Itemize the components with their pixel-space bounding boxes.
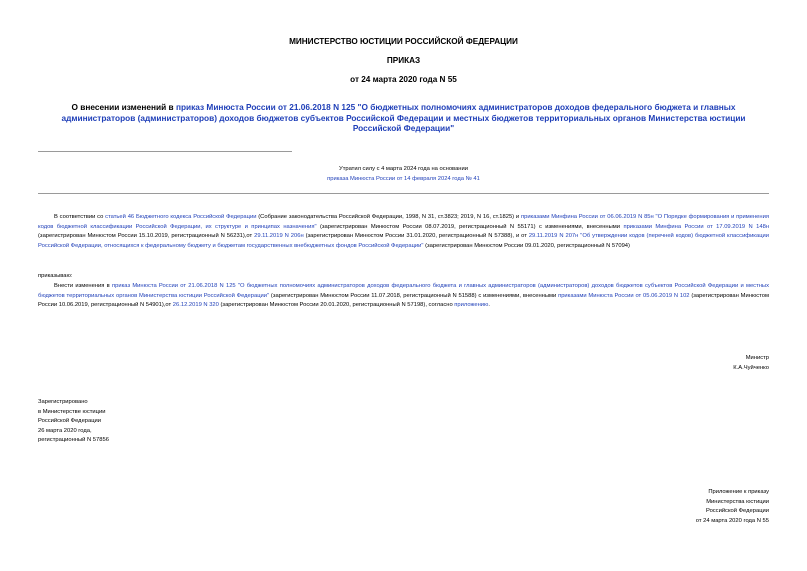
text: .	[488, 302, 491, 309]
minfin-order-206n-link[interactable]: 29.11.2019 N 206н	[254, 233, 304, 240]
title-prefix: О внесении изменений в	[71, 102, 176, 112]
registration-line: Зарегистрировано	[38, 399, 88, 405]
appendix-line: от 24 марта 2020 года N 55	[695, 517, 769, 524]
text: (зарегистрирован Минюстом России 31.01.2020, регистрационный N 57388), и от	[303, 233, 529, 240]
document-date-number: от 24 марта 2020 года N 55	[350, 75, 457, 84]
minjust-order-102-link[interactable]: приказами Минюста России от 05.06.2019 N 102	[558, 292, 690, 299]
text: (зарегистрирован Минюстом России 09.01.2020, регистрационный N 57094)	[423, 242, 630, 249]
signature-name: К.А.Чуйченко	[733, 364, 769, 371]
appendix-note	[569, 488, 769, 526]
minfin-order-207n-link[interactable]: 29.11.2019 N 207н "Об утверждении кодов (перечней кодов) бюджетной классификации Российской Федерации, относящихся к федеральному бюджету и бюджетам государственных внебюджетных фондов Российской Федерации"	[38, 233, 769, 249]
minjust-order-320-link[interactable]: 26.12.2019 N 320	[172, 302, 219, 309]
text: (Собрание законодательства Российской Федерации, 1998, N 31, ст.3823; 2019, N 16, ст.1825) и	[256, 214, 521, 220]
status-note-link[interactable]: приказа Минюста России от 14 февраля 2024 года № 41	[327, 175, 480, 182]
appendix-link[interactable]: приложению	[454, 302, 489, 309]
appendix-line: Приложение к приказу	[708, 489, 769, 495]
registration-line: регистрационный N 57856	[38, 437, 109, 444]
status-note	[0, 165, 807, 184]
text: (зарегистрирован Минюстом России 08.07.2019, регистрационный N 55171) с изменениями, внесенными	[316, 223, 624, 230]
text: Внести изменения в	[54, 283, 113, 289]
signature-position: Министр	[745, 355, 769, 361]
minfin-order-85n-link[interactable]: приказами Минфина России от 06.06.2019 N 85н "О Порядке формирования и применения кодов бюджетной классификации Российской Федерации, их структуре и принципах назначения"	[38, 214, 769, 230]
text: (зарегистрирован Минюстом России 11.07.2018, регистрационный N 51588) с изменениями, внесенными	[269, 292, 559, 299]
registration-line: 26 марта 2020 года,	[38, 427, 92, 434]
title-link[interactable]: приказ Минюста России от 21.06.2018 N 125 "О бюджетных полномочиях администраторов доходов федерального бюджета и главных администраторов (администраторов) доходов бюджетов субъектов Российской Федерации и местных бюджетов территориальных органов Министерства юстиции Российской Федерации"	[61, 102, 746, 133]
document-type: ПРИКАЗ	[386, 56, 421, 65]
budget-code-article-link[interactable]: статьей 46 Бюджетного кодекса Российской Федерации	[105, 214, 257, 220]
text: (зарегистрирован Минюстом России 20.01.2020, регистрационный N 57198), согласно	[218, 302, 455, 309]
ministry-heading: МИНИСТЕРСТВО ЮСТИЦИИ РОССИЙСКОЙ ФЕДЕРАЦИИ	[289, 37, 518, 46]
preamble-paragraph	[38, 213, 769, 251]
registration-line: в Министерстве юстиции	[38, 408, 106, 415]
separator-long	[38, 193, 769, 194]
order-paragraph	[38, 282, 769, 311]
order-word: приказываю:	[38, 273, 73, 279]
document-title	[38, 102, 769, 134]
text: (зарегистрирован Минюстом России 10.06.2019, регистрационный N 54901),от	[38, 292, 769, 309]
status-note-text: Утратил силу с 4 марта 2024 года на основании	[339, 166, 468, 172]
appendix-line: Российской Федерации	[705, 508, 769, 515]
signature-block	[569, 354, 769, 373]
registration-block	[38, 398, 238, 446]
separator-short	[38, 151, 292, 152]
text: В соответствии со	[54, 214, 106, 220]
minfin-order-148n-link[interactable]: приказами Минфина России от 17.09.2019 N 148н	[623, 223, 770, 230]
text: (зарегистрирован Минюстом России 15.10.2019, регистрационный N 56231),от	[38, 233, 255, 240]
appendix-line: Министерства юстиции	[706, 498, 769, 505]
minjust-order-125-link[interactable]: приказ Минюста России от 21.06.2018 N 125 "О бюджетных полномочиях администраторов доходов федерального бюджета и главных администраторов (администраторов) доходов бюджетов субъектов Российской Федерации и местных бюджетов территориальных органов Министерства юстиции Российской Федерации"	[38, 283, 769, 299]
registration-line: Российской Федерации	[38, 418, 102, 425]
